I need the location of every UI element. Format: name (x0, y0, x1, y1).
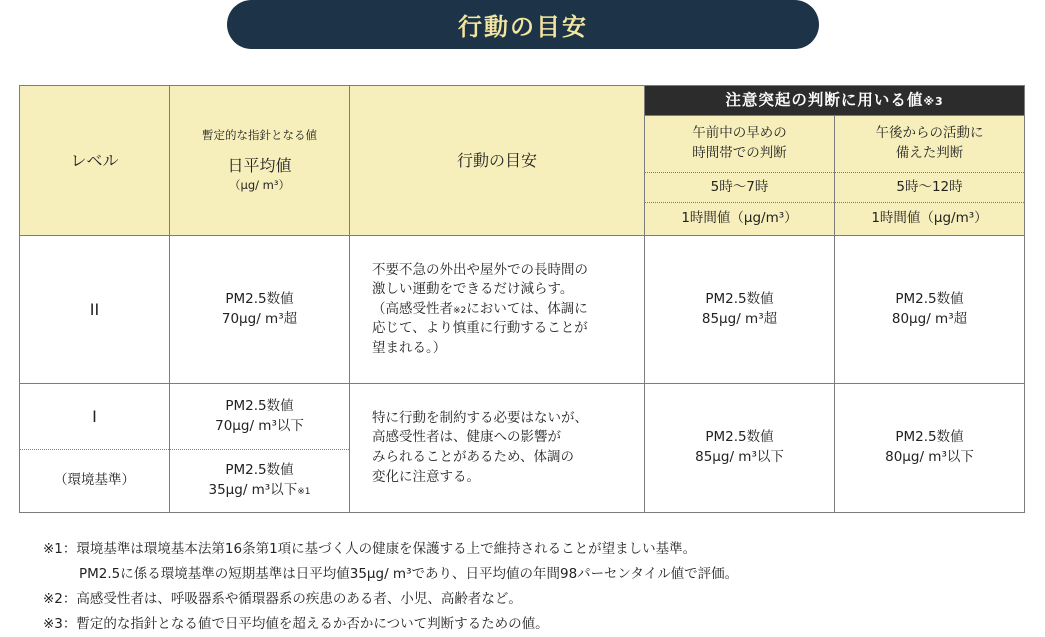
header-unit-pm: 1時間値（μg/m³） (835, 203, 1025, 236)
header-guide (170, 86, 350, 236)
guideline-table (19, 85, 1025, 513)
header-guide-top: 暫定的な指針となる値 (202, 128, 317, 143)
level-2-am-line1: PM2.5数値 (705, 290, 774, 307)
level-1-action (350, 384, 645, 513)
level-1-am (645, 384, 835, 513)
header-guide-unit: （μg/ m³） (229, 178, 290, 193)
note-mark-1: ※1 (297, 487, 311, 497)
level-2-guide (170, 236, 350, 384)
level-1-action-line3: みられることがあるため、体調の (372, 449, 574, 465)
level-2-action-line3a: （高感受性者 (372, 300, 453, 317)
note-mark-2: ※2 (453, 305, 467, 316)
header-col-am-line2: 時間帯での判断 (692, 145, 787, 161)
header-action: 行動の目安 (350, 86, 645, 236)
footnote-1-continued: PM2.5に係る環境基準の短期基準は日平均値35μg/ m³であり、日平均値の年間98パーセンタイル値で評価。 (79, 566, 739, 582)
level-2-action-line3b: においては、体調に (466, 300, 588, 317)
header-col-pm-line1: 午後からの活動に (875, 125, 984, 142)
header-judge (645, 86, 1025, 116)
level-2-action-line4: 応じて、より慎重に行動することが (372, 320, 588, 337)
level-1-am-line1: PM2.5数値 (705, 429, 774, 446)
environment-standard-label: （環境基準） (20, 450, 170, 513)
level-1-pm-line2: 80μg/ m³以下 (885, 449, 974, 465)
page-title: 行動の目安 (227, 0, 819, 49)
level-2-guide-line2: 70μg/ m³超 (221, 310, 298, 327)
header-time-am: 5時～7時 (645, 173, 835, 203)
footnote-1: ※1：環境基準は環境基本法第16条第1項に基づく人の健康を保護する上で維持されることが望ましい基準。 (43, 541, 697, 557)
level-2-pm-line2: 80μg/ m³超 (891, 310, 968, 327)
header-col-am-line1: 午前中の早めの (692, 125, 787, 142)
level-1-label: I (20, 384, 170, 450)
header-time-pm: 5時～12時 (835, 173, 1025, 203)
level-2-action (350, 236, 645, 384)
level-2-pm-line1: PM2.5数値 (895, 290, 964, 307)
level-1-action-line2: 高感受性者は、健康への影響が (372, 429, 561, 446)
level-1-action-line1: 特に行動を制約する必要はないが、 (372, 409, 588, 426)
header-level: レベル (20, 86, 170, 236)
level-2-pm (835, 236, 1025, 384)
level-2-am (645, 236, 835, 384)
table-row (20, 384, 1025, 450)
level-2-action-line2: 激しい運動をできるだけ減らす。 (372, 281, 574, 298)
table-row (20, 236, 1025, 384)
header-col-am (645, 116, 835, 173)
level-2-action-line5: 望まれる。） (372, 339, 447, 356)
environment-standard-line1: PM2.5数値 (225, 462, 294, 479)
environment-standard-line2 (170, 481, 349, 501)
environment-standard-value (170, 450, 350, 513)
header-guide-main: 日平均値 (227, 155, 292, 175)
level-2-action-line3 (372, 300, 644, 320)
level-2-guide-line1: PM2.5数値 (225, 290, 294, 307)
header-judge-mark: ※3 (923, 95, 944, 109)
level-1-pm (835, 384, 1025, 513)
environment-standard-line2-text: 35μg/ m³以下 (208, 482, 298, 498)
level-2-am-line2: 85μg/ m³超 (701, 310, 778, 327)
header-col-pm-line2: 備えた判断 (895, 145, 964, 161)
level-1-pm-line1: PM2.5数値 (895, 429, 964, 446)
header-judge-title: 注意突起の判断に用いる値 (725, 91, 924, 110)
level-2-action-line1: 不要不急の外出や屋外での長時間の (372, 261, 588, 278)
footnotes (43, 537, 738, 637)
footnote-2: ※2：高感受性者は、呼吸器系や循環器系の疾患のある者、小児、高齢者など。 (43, 591, 522, 607)
level-1-guide-line2: 70μg/ m³以下 (215, 417, 304, 434)
level-2-label: II (20, 236, 170, 384)
header-unit-am: 1時間値（μg/m³） (645, 203, 835, 236)
level-1-action-line4: 変化に注意する。 (372, 468, 480, 485)
level-1-guide-line1: PM2.5数値 (225, 397, 294, 414)
level-1-am-line2: 85μg/ m³以下 (695, 449, 784, 465)
footnote-3: ※3：暫定的な指針となる値で日平均値を超えるか否かについて判断するための値。 (43, 616, 549, 632)
level-1-guide (170, 384, 350, 450)
header-col-pm (835, 116, 1025, 173)
